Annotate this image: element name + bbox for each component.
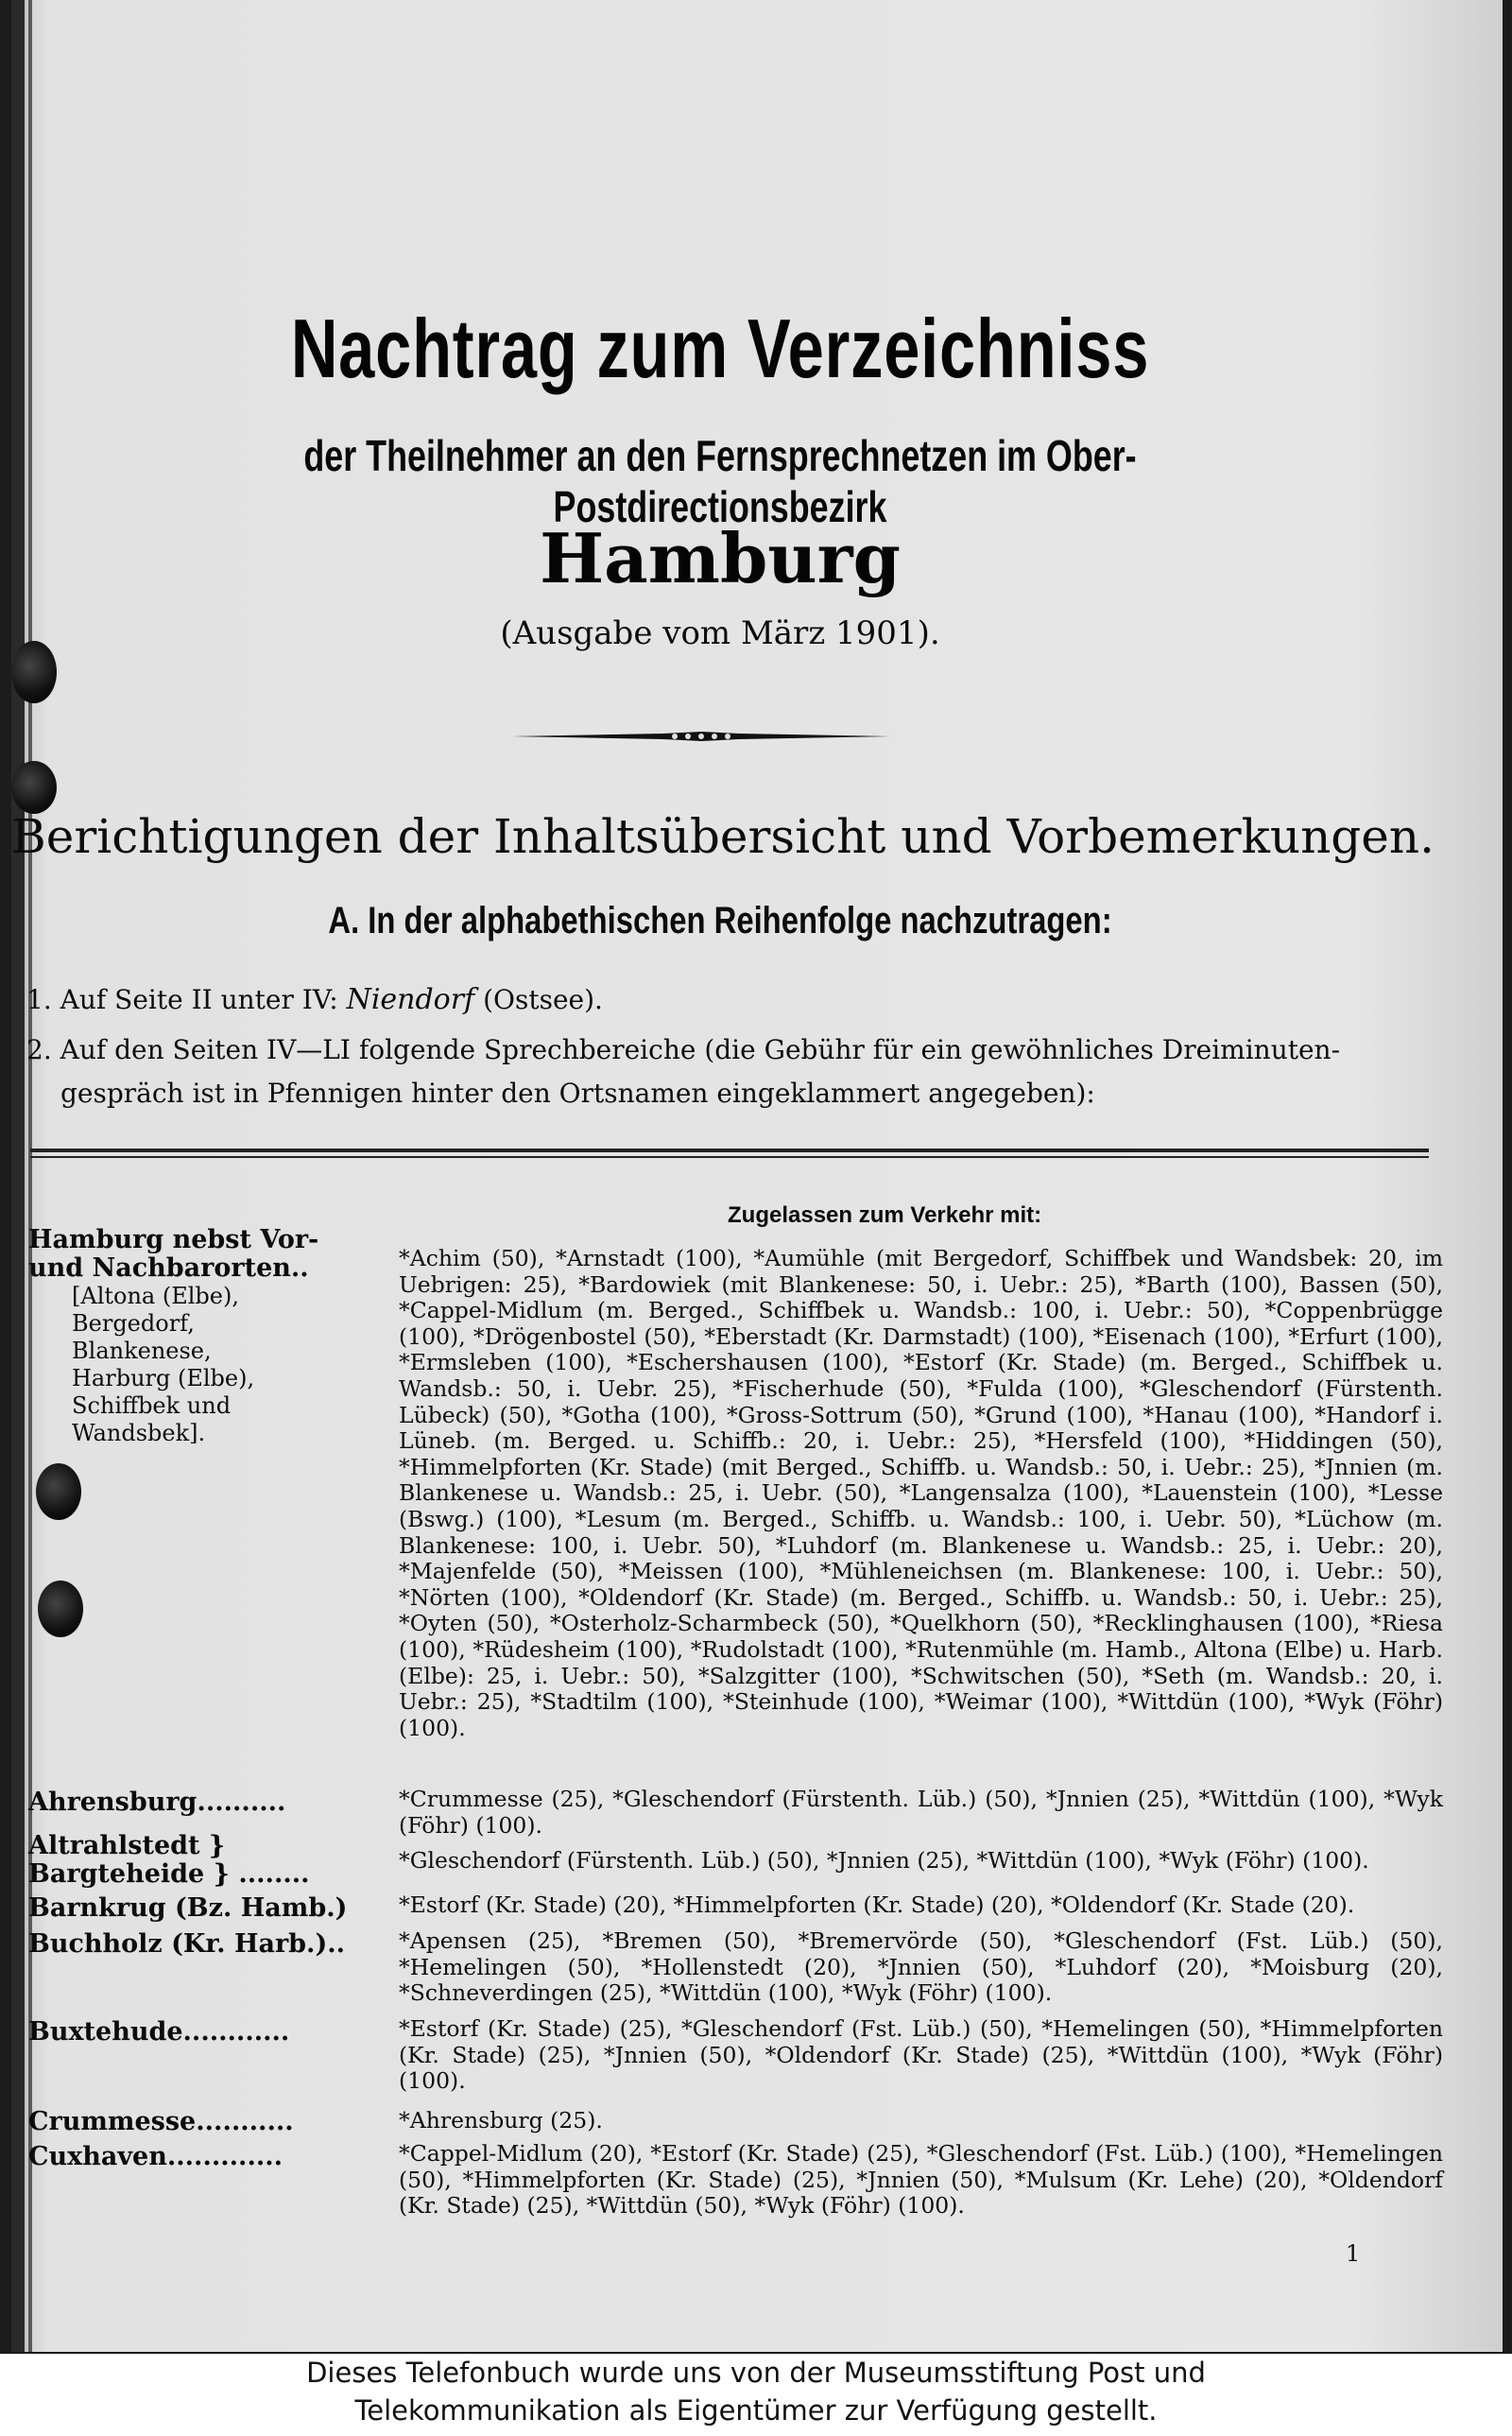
place-name: Altrahlstedt } Bargteheide } ........ — [28, 1831, 310, 1889]
place-label: Hamburg nebst Vor- und Nachbarorten.. — [28, 1225, 319, 1283]
entry-text: *Gleschendorf (Fürstenth. Lüb.) (50), *Jnnien (25), *Wittdün (100), *Wyk (Föhr) (100). — [399, 1847, 1369, 1874]
binding-ring — [36, 1463, 81, 1520]
binding-edge — [28, 0, 32, 2352]
entry-text: *Estorf (Kr. Stade) (20), *Himmelpforten (Kr. Stade) (20), *Oldendorf (Kr. Stade (20). — [399, 1892, 1355, 1918]
ornament-divider — [512, 730, 890, 743]
note-1-suffix: (Ostsee). — [483, 984, 603, 1015]
entry-text: *Ahrensburg (25). — [399, 2107, 603, 2134]
entry-text: *Apensen (25), *Bremen (50), *Bremervörde (50), *Gleschendorf (Fst. Lüb.) (50), *Hemelingen (50), *Hollenstedt (20), *Jnnien (50), *Luhdorf (20), *Moisburg (20), *Schneverdingen (25), *Wittdün (100), *Wyk (Föhr) (100). — [399, 1927, 1443, 2007]
note-2-line-2: gespräch ist in Pfennigen hinter den Ortsnamen eingeklammert angegeben): — [60, 1078, 1095, 1109]
edition-line: (Ausgabe vom März 1901). — [500, 614, 940, 652]
divider-rule — [30, 1156, 1429, 1158]
entry-text: *Crummesse (25), *Gleschendorf (Fürstenth. Lüb.) (50), *Jnnien (25), *Wittdün (100), *Wyk (Föhr) (100). — [399, 1786, 1443, 1839]
page-subtitle: der Theilnehmer an den Fernsprechnetzen im Ober-Postdirectionsbezirk — [303, 431, 1137, 531]
place-name: Cuxhaven............. — [28, 2142, 284, 2171]
footer-line-2: Telekommunikation als Eigentümer zur Verfügung gestellt. — [354, 2394, 1158, 2427]
page-number: 1 — [1346, 2240, 1361, 2267]
column-heading: Zugelassen zum Verkehr mit: — [728, 1202, 1042, 1228]
place-name: Crummesse........... — [28, 2107, 294, 2136]
place-details: [Altona (Elbe), Bergedorf, Blankenese, Harburg (Elbe), Schiffbek und Wandsbek]. — [72, 1283, 255, 1446]
place-name: Buchholz (Kr. Harb.).. — [28, 1929, 346, 1959]
copyright-footer — [0, 2354, 1512, 2436]
divider-rule — [30, 1149, 1429, 1152]
place-name: Ahrensburg.......... — [28, 1788, 286, 1817]
entry-text: *Cappel-Midlum (20), *Estorf (Kr. Stade) (25), *Gleschendorf (Fst. Lüb.) (100), *Hemelingen (50), *Himmelpforten (Kr. Stade) (25), *Jnnien (50), *Mulsum (Kr. Lehe) (20), *Oldendorf (Kr. Stade) (25), *Wittdün (50), *Wyk (Föhr) (100). — [399, 2140, 1443, 2220]
entry-text: *Achim (50), *Arnstadt (100), *Aumühle (mit Bergedorf, Schiffbek und Wandsbek: 20, im Uebrigen: 25), *Bardowiek (mit Blankenese: 50, i. Uebr.: 25), *Barth (100), Bassen (50), *Cappel-Midlum (m. Berged., Schiffbek u. Wandsb.: 100, i. Uebr.: 50), *Coppenbrügge (100), *Drögenbostel (50), *Eberstadt (Kr. Darmstadt) (100), *Eisenach (100), *Erfurt (100), *Ermsleben (100), *Eschershausen (100), *Estorf (Kr. Stade) (m. Berged., Schiffbek u. Wandsb.: 50, i. Uebr. 25), *Fischerhude (50), *Fulda (100), *Gleschendorf (Fürstenth. Lübeck) (50), *Gotha (100), *Gross-Sottrum (50), *Grund (100), *Hanau (100), *Handorf i. Lüneb. (m. Berged. u. Schiffb.: 20, i. Uebr.: 25), *Hersfeld (100), *Hiddingen (50), *Himmelpforten (Kr. Stade) (mit Berged., Schiffb. u. Wandsb.: 50, i. Uebr.: 25), *Jnnien (m. Blankenese u. Wandsb.: 25, i. Uebr. (50), *Langensalza (100), *Lauenstein (100), *Lesse (Bswg.) (100), *Lesum (m. Berged., Schiffb. u. Wandsb.: 100, i. Uebr. 50), *Lüchow (m. Blankenese: 100, i. Uebr. 50), *Luhdorf (m. Blankenese u. Wandsb.: 25, i. Uebr.: 20), *Majenfelde (50), *Meissen (100), *Mühleneichsen (m. Blankenese: 100, i. Uebr.: 50), *Nörten (100), *Oldendorf (Kr. Stade) (m. Berged., Schiffb. u. Wandsb.: 50, i. Uebr.: 25), *Oyten (50), *Osterholz-Scharmbeck (50), *Quelkhorn (50), *Recklinghausen (100), *Riesa (100), *Rüdesheim (100), *Rudolstadt (100), *Rutenmühle (m. Hamb., Altona (Elbe) u. Harb. (Elbe): 25, i. Uebr.: 50), *Salzgitter (100), *Schwitschen (50), *Seth (m. Wandsb.: 20, i. Uebr.: 25), *Stadtilm (100), *Steinhude (100), *Weimar (100), *Wittdün (100), *Wyk (Föhr) (100). — [399, 1245, 1443, 1741]
book-binding — [11, 0, 25, 2352]
note-1 — [26, 983, 603, 1016]
place-name: Buxtehude............ — [28, 2017, 290, 2047]
scanned-page — [11, 0, 1503, 2352]
entry-text: *Estorf (Kr. Stade) (25), *Gleschendorf (Fst. Lüb.) (50), *Hemelingen (50), *Himmelpforten (Kr. Stade) (25), *Jnnien (50), *Oldendorf (Kr. Stade) (25), *Wittdün (100), *Wyk (Föhr) (100). — [399, 2015, 1443, 2095]
city-title: Hamburg — [540, 518, 901, 598]
note-2-line-1: 2. Auf den Seiten IV—LI folgende Sprechbereiche (die Gebühr für ein gewöhnliches Dreiminuten- — [26, 1034, 1341, 1065]
binding-ring — [11, 761, 57, 814]
page-title: Nachtrag zum Verzeichniss — [290, 302, 1150, 395]
binding-ring — [38, 1581, 83, 1637]
place-name — [28, 1226, 369, 1447]
section-heading: Berichtigungen der Inhaltsübersicht und Vorbemerkungen. — [11, 809, 1435, 864]
place-name: Barnkrug (Bz. Hamb.) — [28, 1893, 348, 1923]
note-1-place: Niendorf — [346, 983, 475, 1016]
note-1-prefix: 1. Auf Seite II unter IV: — [26, 984, 338, 1015]
footer-line-1: Dieses Telefonbuch wurde uns von der Museumsstiftung Post und — [306, 2357, 1206, 2389]
section-subheading: A. In der alphabethischen Reihenfolge nachzutragen: — [328, 900, 1112, 942]
